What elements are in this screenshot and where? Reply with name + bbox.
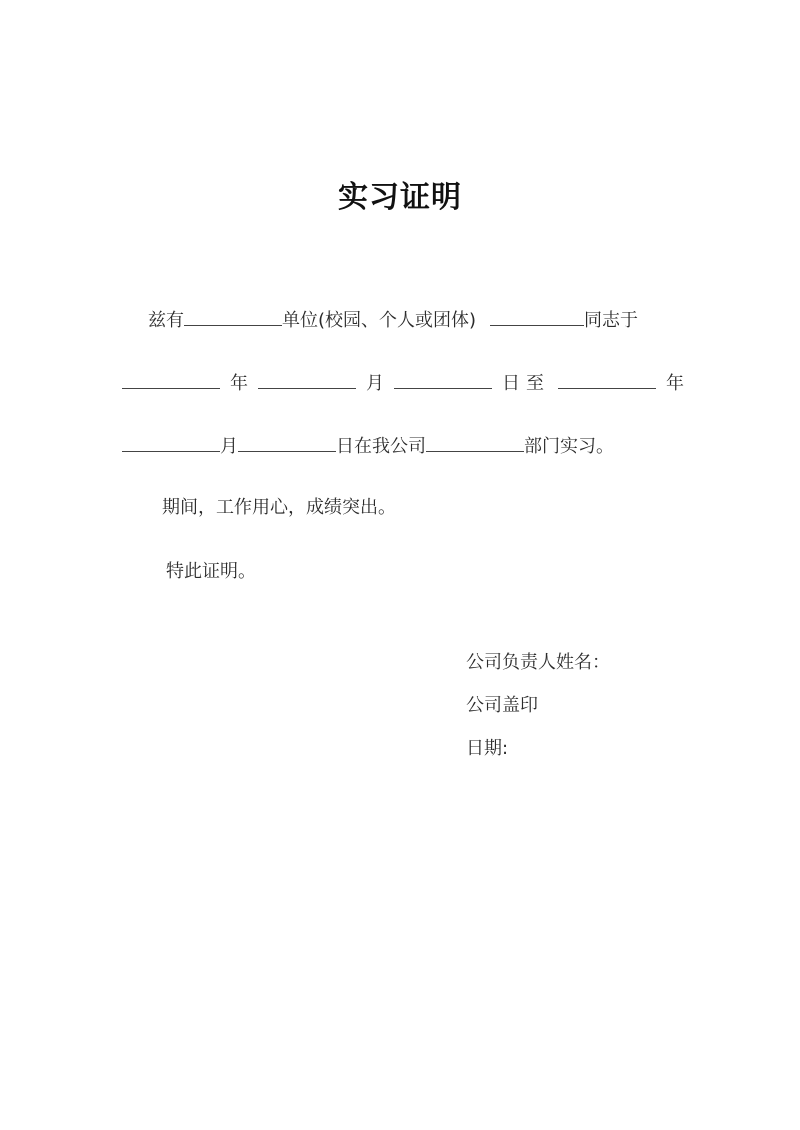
start-day-label: 日: [502, 373, 520, 394]
start-year-blank[interactable]: [122, 370, 220, 389]
unit-blank[interactable]: [490, 307, 584, 326]
to-label: 至: [526, 373, 544, 394]
company-text: 日在我公司: [336, 436, 426, 457]
department-text: 部门实习。: [524, 436, 614, 457]
certify-text: 特此证明。: [166, 561, 256, 582]
paragraph-line-2: [122, 370, 684, 396]
date-label: 日期:: [466, 738, 509, 759]
start-month-label: 月: [366, 373, 384, 394]
paragraph-line-3: [122, 433, 614, 459]
end-month-label: 月: [220, 436, 238, 457]
performance-text: 期间，工作用心，成绩突出。: [162, 497, 396, 518]
start-year-label: 年: [230, 373, 248, 394]
start-day-blank[interactable]: [394, 370, 492, 389]
manager-name-label: 公司负责人姓名：: [466, 652, 610, 673]
start-month-blank[interactable]: [258, 370, 356, 389]
department-blank[interactable]: [426, 433, 524, 452]
end-month-blank[interactable]: [122, 433, 220, 452]
company-seal-label: 公司盖印: [466, 695, 538, 716]
paragraph-line-1: [148, 307, 638, 333]
end-year-blank[interactable]: [558, 370, 656, 389]
unit-type-text: 单位(校园、个人或团体): [282, 310, 477, 331]
end-year-label: 年: [666, 373, 684, 394]
intro-text: 兹有: [148, 310, 184, 331]
end-day-blank[interactable]: [238, 433, 336, 452]
comrade-text: 同志于: [584, 310, 639, 331]
name-blank[interactable]: [184, 307, 282, 326]
document-title: 实习证明: [338, 180, 462, 215]
